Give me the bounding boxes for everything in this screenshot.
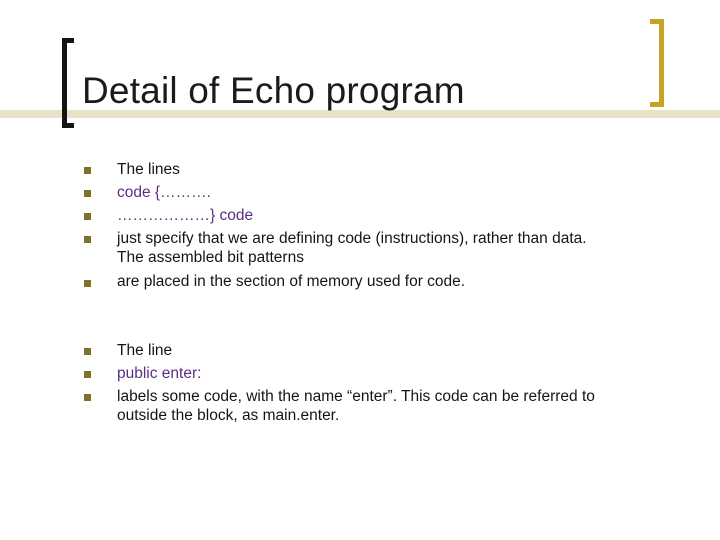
slide-title: Detail of Echo program (82, 70, 465, 111)
block1-line4: just specify that we are defining code (instructions), rather than data. (117, 230, 587, 247)
right-bracket-decoration (650, 19, 664, 107)
bullet-icon (84, 190, 91, 197)
block2-line1: The line (117, 342, 173, 359)
block1-line6: are placed in the section of memory used for code. (117, 273, 466, 290)
block2-line4: outside the block, as main.enter. (117, 407, 340, 424)
block1-line5: The assembled bit patterns (117, 249, 304, 266)
block2-code-line: public enter: (117, 365, 202, 382)
block1-code-line: ………………} code (117, 207, 254, 224)
bullet-icon (84, 280, 91, 287)
left-bracket-decoration (62, 38, 74, 128)
bullet-icon (84, 371, 91, 378)
block1-code-line: code {………. (117, 184, 211, 201)
block2-line3: labels some code, with the name “enter”. This code can be referred to (117, 388, 595, 405)
bullet-icon (84, 213, 91, 220)
bullet-icon (84, 236, 91, 243)
bullet-icon (84, 394, 91, 401)
block1-line1: The lines (117, 161, 180, 178)
bullet-icon (84, 348, 91, 355)
bullet-icon (84, 167, 91, 174)
